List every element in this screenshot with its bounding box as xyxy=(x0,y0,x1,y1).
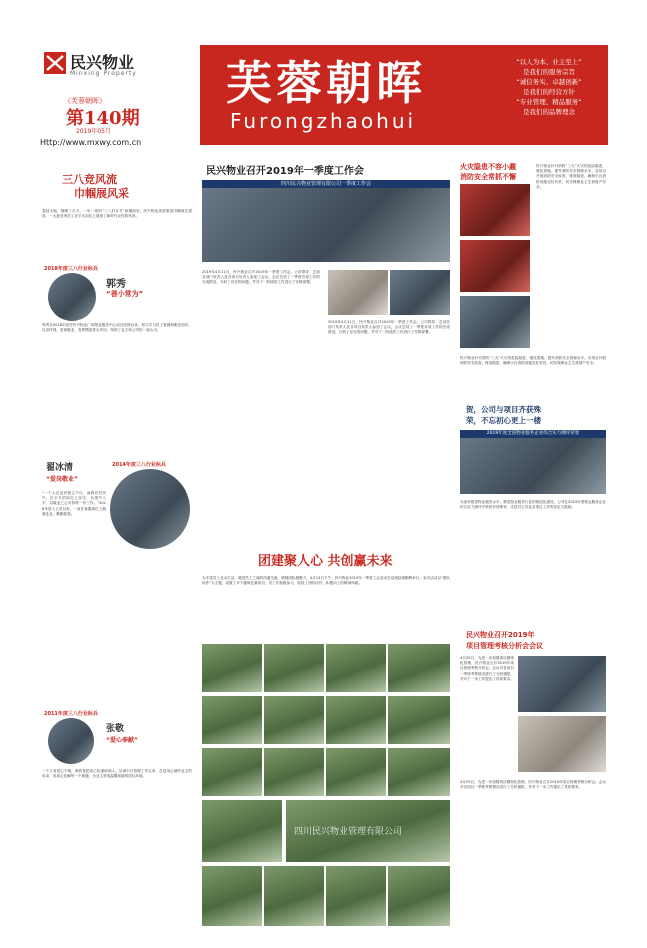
profile-quote: “爱心奉献” xyxy=(106,737,138,744)
fire-heading-1: 火灾隐患不容小觑 xyxy=(460,163,516,171)
issue-number: 第140期 xyxy=(66,108,140,129)
fire-text: 民兴物业针对消防“三大”火灾的危险隐患，强化措施，提升消防安全管理水平。各项目开展消防安全检查，排查隐患，确保小区消防设施完好有效，切实保障业主生命财产安全。 xyxy=(460,356,606,366)
photo-caption: 四川民兴物业管理有限公司 xyxy=(294,827,403,837)
meeting-text: 4月25日，为进一步加强项目精细化管理，民兴物业召开2019年项目管理考核分析会。会议对各项目一季度考核情况进行了分析通报，并对下一步工作提出了具体要求。 xyxy=(460,780,606,790)
center-column xyxy=(198,158,453,928)
teambuilding-photo xyxy=(202,644,262,692)
profile-photo xyxy=(48,718,94,764)
teambuilding-photo xyxy=(388,644,450,692)
center-heading: 民兴物业召开2019年一季度工作会 xyxy=(206,166,364,177)
slogan-line: “诚信务实、卓越创新” xyxy=(516,78,582,86)
teambuilding-photo xyxy=(326,748,386,796)
profile-tag: 2011年度三八行业标兵 xyxy=(44,711,98,717)
right-column xyxy=(456,160,608,928)
teambuilding-photo xyxy=(202,696,262,744)
congrats-heading-2: 荣，不忘初心更上一楼 xyxy=(466,416,541,425)
center-heading-2: 团建聚人心 共创赢未来 xyxy=(258,554,393,569)
profile-name: 郭秀 xyxy=(106,279,126,290)
teambuilding-photo xyxy=(388,866,450,926)
paper-name: 《芙蓉朝晖》 xyxy=(64,97,106,105)
article-text: 2019年4月11日，民兴物业召开2019年一季度工作会。公司领导、总部各部门负责人及各项目负责人参加了会议。会议总结了一季度各项工作的完成情况，分析了存在的问题，并对下一阶段的工作进行了安排部署。 xyxy=(328,320,450,335)
slogan-line: 是我们的服务宗旨 xyxy=(523,68,575,76)
award-photo xyxy=(460,430,606,494)
meeting-text: 4月25日，为进一步加强项目精细化管理，民兴物业召开2019年项目管理考核分析会。会议对各项目一季度考核情况进行了分析通报，并对下一步工作提出了具体要求。 xyxy=(460,656,514,681)
teambuilding-photo xyxy=(202,748,262,796)
profile-quote: “善小常为” xyxy=(106,290,144,298)
profile-text: “一个人还没有独立不行，而我们有民兴，在平凡的岗位上坚守，从细节入手，以敬业之心对待每一份工作。”2016年进入公司以来，一直在客服岗位上兢兢业业、勤勤恳恳。 xyxy=(42,491,106,516)
profile-tag: 2014年度三八行业标兵 xyxy=(112,462,166,468)
profile-photo xyxy=(110,469,190,549)
company-name: 民兴物业 xyxy=(70,53,135,72)
teambuilding-photo xyxy=(264,696,324,744)
section-heading-2: 巾帼展风采 xyxy=(74,187,129,200)
teambuilding-photo xyxy=(202,800,282,862)
section-heading-1: 三八竞风流 xyxy=(62,173,117,186)
meeting-photo xyxy=(518,656,606,712)
masthead xyxy=(0,0,647,160)
teambuilding-photo xyxy=(264,866,324,926)
website-url[interactable]: Http://www.mxwy.com.cn xyxy=(40,138,142,147)
slogan-line: “专业管理、精品服务” xyxy=(516,98,582,106)
fire-photo xyxy=(460,296,530,348)
fire-photo xyxy=(460,240,530,292)
slogan-block xyxy=(490,45,608,145)
meeting-photo xyxy=(390,270,450,315)
profile-photo xyxy=(48,273,96,321)
teambuilding-photo xyxy=(286,800,450,862)
teambuilding-photo xyxy=(388,748,450,796)
fire-photo xyxy=(460,184,530,236)
teambuilding-photo xyxy=(326,696,386,744)
left-column xyxy=(40,165,195,925)
profile-name: 张敬 xyxy=(106,724,125,734)
issue-date: 2019年05月 xyxy=(76,128,111,135)
title-block xyxy=(200,45,490,145)
teambuilding-photo xyxy=(326,866,386,926)
slogan-line: “以人为本、业主至上” xyxy=(516,58,582,66)
profile-text: 郭秀自2018年担任民兴物业广场物业服务中心项目经理以来，努力学习员工管理和服务知识，以身作则，爱岗敬业，发挥模范带头作用，得到了业主和公司的一致认可。 xyxy=(42,323,192,333)
company-name-en: Minxing Property xyxy=(70,70,137,77)
logo-icon xyxy=(44,52,66,74)
meeting-heading-2: 项目管理考核分析会会议 xyxy=(466,642,543,650)
title-cn: 芙蓉朝晖 xyxy=(226,56,426,110)
intro-text: 春回大地，情暖三月天。一年一度的“三八妇女节”如期而至。民兴物业高度重视巾帼岗位建设，一大批优秀员工在平凡岗位上展现了新时代女性的风采。 xyxy=(42,209,192,219)
article-text: 2019年4月11日，民兴物业召开2019年一季度工作会。公司领导、总部各部门负责人及各项目负责人参加了会议。会议总结了一季度各项工作的完成情况，分析了存在的问题，并对下一阶段的工作进行了安排部署。 xyxy=(202,270,320,285)
article-text: 为丰富员工业余生活，增进员工之间的沟通交流，增强团队凝聚力，4月13日下午，民兴物业2019年一季度工会活动在双流县城顺利举行。本次活动以“团队协作”为主题，设置了多个趣味比赛项目，员工们积极参与，展现了团结协作、积极向上的精神风貌。 xyxy=(202,576,450,586)
fire-text: 民兴物业针对消防“三大”火灾的危险隐患，强化措施，提升消防安全管理水平。各项目开展消防安全检查，排查隐患，确保小区消防设施完好有效，切实保障业主生命财产安全。 xyxy=(536,164,606,189)
teambuilding-photo xyxy=(326,644,386,692)
teambuilding-photo xyxy=(264,748,324,796)
profile-tag: 2018年度三八行业标兵 xyxy=(44,266,98,272)
meeting-photo xyxy=(202,180,450,262)
teambuilding-photo xyxy=(264,644,324,692)
congrats-heading-1: 贺，公司与项目齐获殊 xyxy=(466,405,541,414)
fire-heading-2: 消防安全常抓不懈 xyxy=(460,173,516,181)
photo-banner: 四川民兴物业管理有限公司一季度工作会 xyxy=(202,180,450,188)
meeting-photo xyxy=(518,716,606,772)
teambuilding-photo xyxy=(388,696,450,744)
teambuilding-photo xyxy=(202,866,262,926)
slogan-line: 是我们的经营方针 xyxy=(523,88,575,96)
slogan-line: 是我们的品牌理念 xyxy=(523,108,575,116)
award-text: 为加快推进物业服务水平，推进物业服务行业的规范化建设，公司在2019年度物业服务企业综合实力测评中荣获多项殊荣，这是对公司及各项目工作的肯定与鼓励。 xyxy=(460,500,606,510)
award-banner: 2019年度全国物业服务企业综合实力测评荣誉 xyxy=(460,430,606,438)
profile-name: 翟冰清 xyxy=(46,463,74,473)
profile-quote: “爱岗敬业” xyxy=(46,476,78,483)
profile-text: 一个人有爱心不难，难的是把爱心传递给别人。从事小区管理工作以来，总是用心倾听业主的诉求，用真心化解每一个难题，为业主营造温馨和谐的居住环境。 xyxy=(42,769,192,779)
meeting-photo xyxy=(328,270,388,315)
meeting-heading-1: 民兴物业召开2019年 xyxy=(466,631,535,639)
title-en: Furongzhaohui xyxy=(230,109,417,133)
